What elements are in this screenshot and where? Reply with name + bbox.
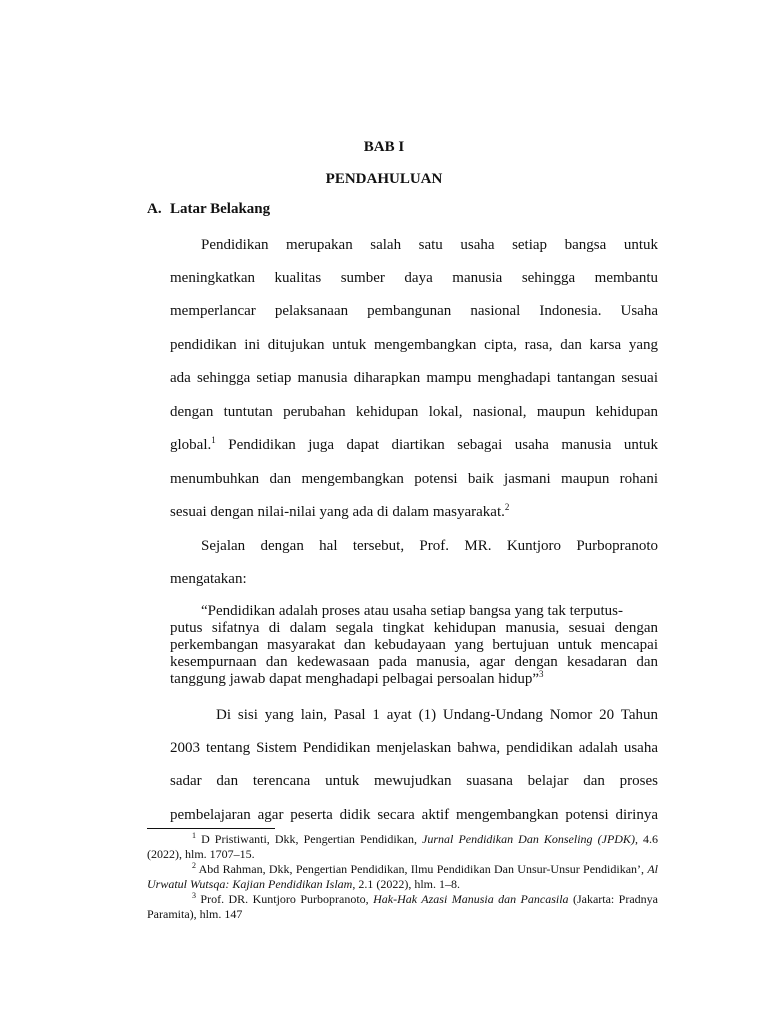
paragraph-line: pendidikan ini ditujukan untuk mengembangkan cipta, rasa, dan karsa yang xyxy=(170,337,658,353)
section-heading xyxy=(147,201,270,218)
paragraph-line: Di sisi yang lain, Pasal 1 ayat (1) Undang-Undang Nomor 20 Tahun xyxy=(216,707,658,723)
chapter-title: PENDAHULUAN xyxy=(325,171,443,187)
quote-first-line: “Pendidikan adalah proses atau usaha setiap bangsa yang tak terputus- xyxy=(201,603,623,619)
footnote-journal: Jurnal Pendidikan Dan Konseling (JPDK) xyxy=(422,832,635,846)
footnote-text: , 4.6 (2022), hlm. 1707–15. xyxy=(147,832,659,861)
footnote-3 xyxy=(147,892,658,922)
paragraph-line: menumbuhkan dan mengembangkan potensi baik jasmani maupun rohani xyxy=(170,471,658,487)
paragraph-line: 2003 tentang Sistem Pendidikan menjelaskan bahwa, pendidikan adalah usaha xyxy=(170,740,658,756)
section-letter: A. xyxy=(147,201,162,217)
paragraph-line: Sejalan dengan hal tersebut, Prof. MR. Kuntjoro Purbopranoto xyxy=(201,538,658,554)
footnote-text: , 2.1 (2022), hlm. 1–8. xyxy=(352,877,461,891)
footnote-2 xyxy=(147,862,658,892)
paragraph-line: pembelajaran agar peserta didik secara aktif mengembangkan potensi dirinya xyxy=(170,807,658,823)
footnotes xyxy=(147,832,658,922)
footnote-text: Prof. DR. Kuntjoro Purbopranoto, xyxy=(200,892,374,906)
section-title: Latar Belakang xyxy=(170,201,271,217)
paragraph-text: sesuai dengan nilai-nilai yang ada di dalam masyarakat. xyxy=(170,504,505,520)
footnote-1 xyxy=(147,832,658,862)
paragraph-line xyxy=(170,436,658,454)
block-quote xyxy=(170,603,658,688)
footnote-ref-3[interactable]: 3 xyxy=(539,669,544,679)
footnote-text: (Jakarta: Pradnya Paramita), hlm. 147 xyxy=(147,892,658,921)
quote-text: putus sifatnya di dalam segala tingkat kehidupan manusia, sesuai dengan perkembangan masyarakat dan kebudayaan yang bertujuan untuk mencapai kesempurnaan dan kedewasaan pada manusia, agar dengan kesadaran dan tanggung jawab dapat menghadapi pelbagai persoalan hidup” xyxy=(170,620,658,687)
chapter-number: BAB I xyxy=(363,139,405,155)
paragraph-line: sadar dan terencana untuk mewujudkan suasana belajar dan proses xyxy=(170,773,658,789)
paragraph-line: memperlancar pelaksanaan pembangunan nasional Indonesia. Usaha xyxy=(170,303,658,319)
paragraph-line: Pendidikan merupakan salah satu usaha setiap bangsa untuk xyxy=(201,237,658,253)
footnote-number: 1 xyxy=(192,831,196,840)
footnote-ref-1[interactable]: 1 xyxy=(211,435,216,445)
footnote-book: Hak-Hak Azasi Manusia dan Pancasila xyxy=(373,892,569,906)
footnote-text: Abd Rahman, Dkk, Pengertian Pendidikan, Ilmu Pendidikan Dan Unsur-Unsur Pendidikan’, xyxy=(198,862,648,876)
paragraph-text: Pendidikan juga dapat diartikan sebagai usaha manusia untuk xyxy=(228,437,658,453)
footnote-number: 2 xyxy=(192,861,196,870)
footnote-number: 3 xyxy=(192,891,196,900)
paragraph-line xyxy=(170,503,658,521)
footnote-ref-2[interactable]: 2 xyxy=(504,502,510,512)
paragraph-line: mengatakan: xyxy=(170,571,247,587)
paragraph-line: ada sehingga setiap manusia diharapkan mampu menghadapi tantangan sesuai xyxy=(170,370,658,386)
paragraph-line: meningkatkan kualitas sumber daya manusia sehingga membantu xyxy=(170,270,658,286)
global-word: global. xyxy=(170,437,212,453)
footnote-journal: Al Urwatul Wutsqa: Kajian Pendidikan Islam xyxy=(147,862,658,891)
footnote-text: D Pristiwanti, Dkk, Pengertian Pendidikan, xyxy=(201,832,423,846)
paragraph-line: dengan tuntutan perubahan kehidupan lokal, nasional, maupun kehidupan xyxy=(170,404,658,420)
footnote-divider xyxy=(147,828,275,829)
